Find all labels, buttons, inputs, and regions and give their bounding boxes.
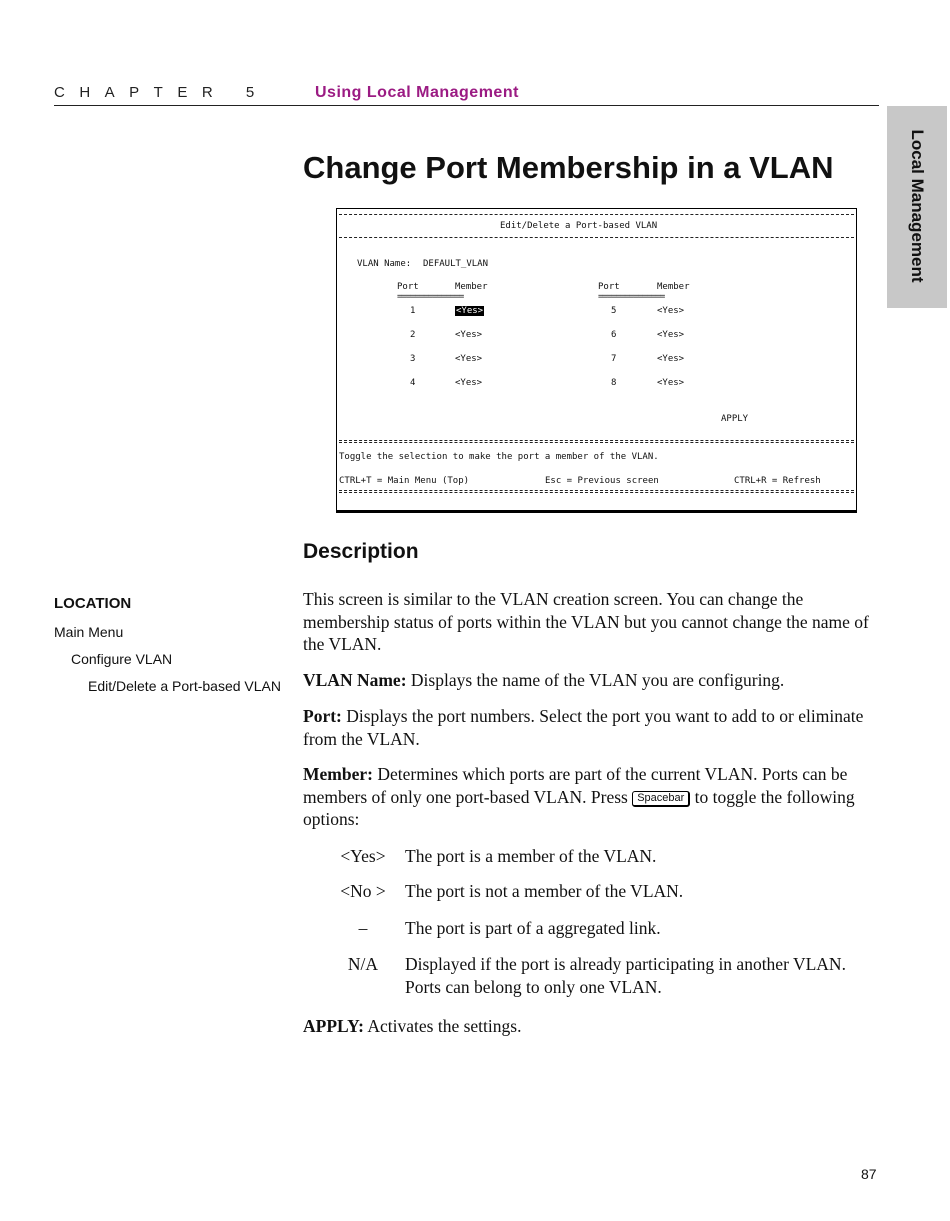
footer-refresh: CTRL+R = Refresh	[734, 476, 821, 486]
port-number: 5	[611, 306, 617, 316]
member-toggle[interactable]: <Yes>	[455, 330, 483, 340]
member-toggle[interactable]: <Yes>	[455, 378, 483, 388]
port-text: Displays the port numbers. Select the port you want to add to or eliminate from the VLAN.	[303, 706, 864, 749]
member-toggle[interactable]: <Yes>	[657, 378, 685, 388]
option-value: N/A	[347, 954, 379, 974]
side-tab	[887, 106, 947, 308]
port-number: 6	[611, 330, 617, 340]
apply-term: APPLY:	[303, 1016, 364, 1036]
member-term: Member:	[303, 764, 373, 784]
option-description: The port is not a member of the VLAN.	[405, 881, 684, 901]
apply-paragraph	[303, 1015, 883, 1038]
side-tab-label: Local Management	[908, 129, 927, 283]
location-path-item: Main Menu	[54, 624, 124, 640]
member-text-before: Determines which ports are part of the current VLAN. Ports can be members of only one port-based VLAN. Press	[303, 764, 848, 807]
option-description: The port is a member of the VLAN.	[405, 846, 657, 866]
col-port-right: Port	[598, 282, 620, 292]
vlan-name-value: DEFAULT_VLAN	[423, 259, 489, 269]
location-path-item: Configure VLAN	[71, 651, 173, 667]
port-number: 1	[410, 306, 416, 316]
col-port-left: Port	[397, 282, 419, 292]
divider	[339, 237, 854, 238]
spacebar-key-icon: Spacebar	[632, 791, 690, 807]
port-number: 4	[410, 378, 416, 388]
port-number: 3	[410, 354, 416, 364]
divider	[339, 490, 854, 493]
page-title: Change Port Membership in a VLAN	[303, 150, 834, 185]
vlan-name-term: VLAN Name:	[303, 670, 407, 690]
member-toggle[interactable]: <Yes>	[455, 354, 483, 364]
location-label: LOCATION	[54, 595, 132, 612]
chapter-label: CHAPTER 5	[54, 84, 269, 101]
option-value: <Yes>	[340, 846, 386, 866]
apply-text: Activates the settings.	[367, 1016, 522, 1036]
option-description: The port is part of a aggregated link.	[405, 918, 661, 938]
port-number: 2	[410, 330, 416, 340]
member-toggle[interactable]: <Yes>	[657, 330, 685, 340]
col-underline-right: ===============	[598, 292, 665, 302]
terminal-hint: Toggle the selection to make the port a member of the VLAN.	[339, 452, 659, 462]
vlan-name-paragraph	[303, 669, 883, 692]
vlan-name-text: Displays the name of the VLAN you are configuring.	[410, 670, 785, 690]
member-paragraph	[303, 763, 883, 831]
option-description: Displayed if the port is already participating in another VLAN. Ports can belong to only one VLAN.	[405, 954, 846, 997]
terminal-apply-button[interactable]: APPLY	[721, 414, 749, 424]
member-toggle[interactable]: <Yes>	[657, 354, 685, 364]
location-path-item: Edit/Delete a Port-based VLAN	[88, 678, 281, 694]
port-paragraph	[303, 705, 883, 750]
col-member-left: Member	[455, 282, 488, 292]
chapter-title: Using Local Management	[315, 84, 519, 101]
page-number: 87	[861, 1166, 877, 1182]
col-underline-left: ===============	[397, 292, 464, 302]
divider	[339, 214, 854, 215]
port-term: Port:	[303, 706, 342, 726]
terminal-screenshot	[336, 208, 857, 513]
description-heading: Description	[303, 540, 419, 563]
vlan-name-label: VLAN Name:	[357, 259, 412, 269]
divider	[339, 440, 854, 443]
footer-previous-screen: Esc = Previous screen	[545, 476, 659, 486]
col-member-right: Member	[657, 282, 690, 292]
option-value: –	[358, 918, 368, 938]
terminal-screen-title: Edit/Delete a Port-based VLAN	[500, 221, 658, 231]
option-value: <No >	[340, 881, 386, 901]
member-toggle-selected[interactable]: <Yes>	[456, 306, 484, 316]
footer-main-menu: CTRL+T = Main Menu (Top)	[339, 476, 470, 486]
chapter-header	[54, 84, 879, 106]
member-toggle[interactable]: <Yes>	[657, 306, 685, 316]
port-number: 7	[611, 354, 617, 364]
port-number: 8	[611, 378, 617, 388]
member-text-after: to toggle the following options:	[303, 786, 855, 829]
intro-paragraph: This screen is similar to the VLAN creation screen. You can change the membership status of ports within the VLAN but you cannot change the name of the VLAN.	[303, 589, 869, 654]
